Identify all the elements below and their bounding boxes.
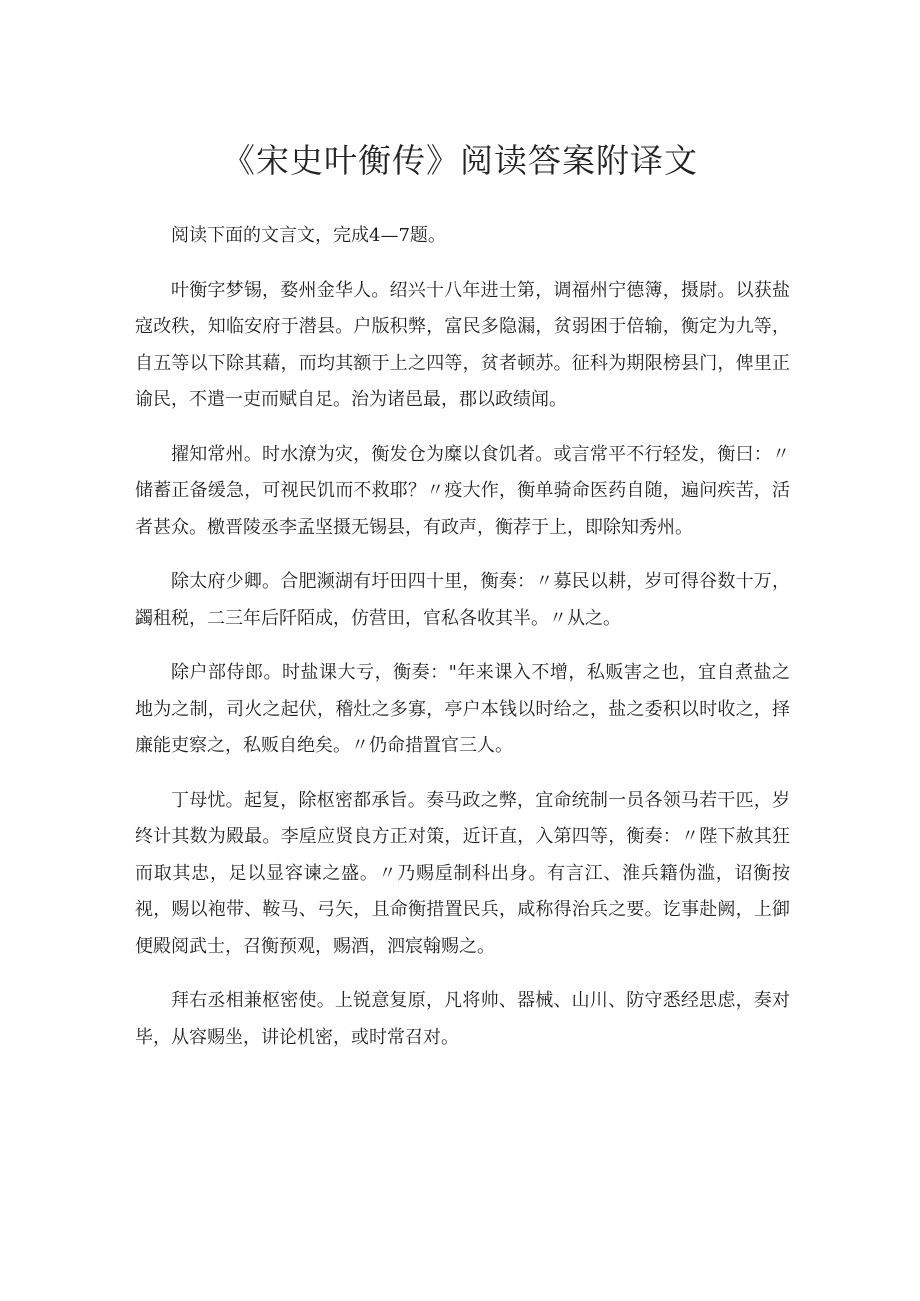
document-title: 《宋史叶衡传》阅读答案附译文 — [222, 141, 698, 180]
paragraph-2: 擢知常州。时水潦为灾，衡发仓为糜以食饥者。或言常平不行轻发，衡曰：〃储蓄正备缓急，可视民饥而不救耶？〃疫大作，衡单骑命医药自随，遍问疾苦，活者甚众。檄晋陵丞李孟坚摄无锡县，有政声，衡荐于上，即除知秀州。 — [135, 443, 790, 538]
paragraph-1: 叶衡字梦锡，婺州金华人。绍兴十八年进士第，调福州宁德簿，摄尉。以获盐寇改秩，知临安府于潜县。户版积弊，富民多隐漏，贫弱困于倍输，衡定为九等，自五等以下除其藉，而均其额于上之四等，贫者顿苏。征科为期限榜县门，俾里正谕民，不遣一吏而赋自足。治为诸邑最，郡以政绩闻。 — [135, 279, 790, 410]
paragraph-5: 丁母忧。起复，除枢密都承旨。奏马政之弊，宜命统制一员各领马若干匹，岁终计其数为殿最。李垕应贤良方正对策，近讦直，入第四等，衡奏：〃陛下赦其狂而取其忠，足以显容谏之盛。〃乃赐垕制科出身。有言江、淮兵籍伪滥，诏衡按视，赐以袍带、鞍马、弓矢，且命衡措置民兵，咸称得治兵之要。讫事赴阙，上御便殿阅武士，召衡预观，赐酒，泗宸翰赐之。 — [135, 789, 790, 957]
document-body — [135, 218, 790, 1074]
paragraph-6: 拜右丞相兼枢密使。上锐意复原，凡将帅、器械、山川、防守悉经思虑，奏对毕，从容赐坐，讲论机密，或时常召对。 — [135, 990, 790, 1048]
paragraph-3: 除太府少卿。合肥濒湖有圩田四十里，衡奏：〃募民以耕，岁可得谷数十万，蠲租税，二三年后阡陌成，仿营田，官私各收其半。〃从之。 — [135, 571, 790, 629]
paragraph-4: 除户部侍郎。时盐课大亏，衡奏："年来课入不增，私贩害之也，宜自煮盐之地为之制，司火之起伏，稽灶之多寡，亭户本钱以时给之，盐之委积以时收之，择廉能吏察之，私贩自绝矣。〃仍命措置官三人。 — [135, 662, 790, 756]
paragraph-instruction: 阅读下面的文言文，完成4—7题。 — [171, 225, 446, 246]
